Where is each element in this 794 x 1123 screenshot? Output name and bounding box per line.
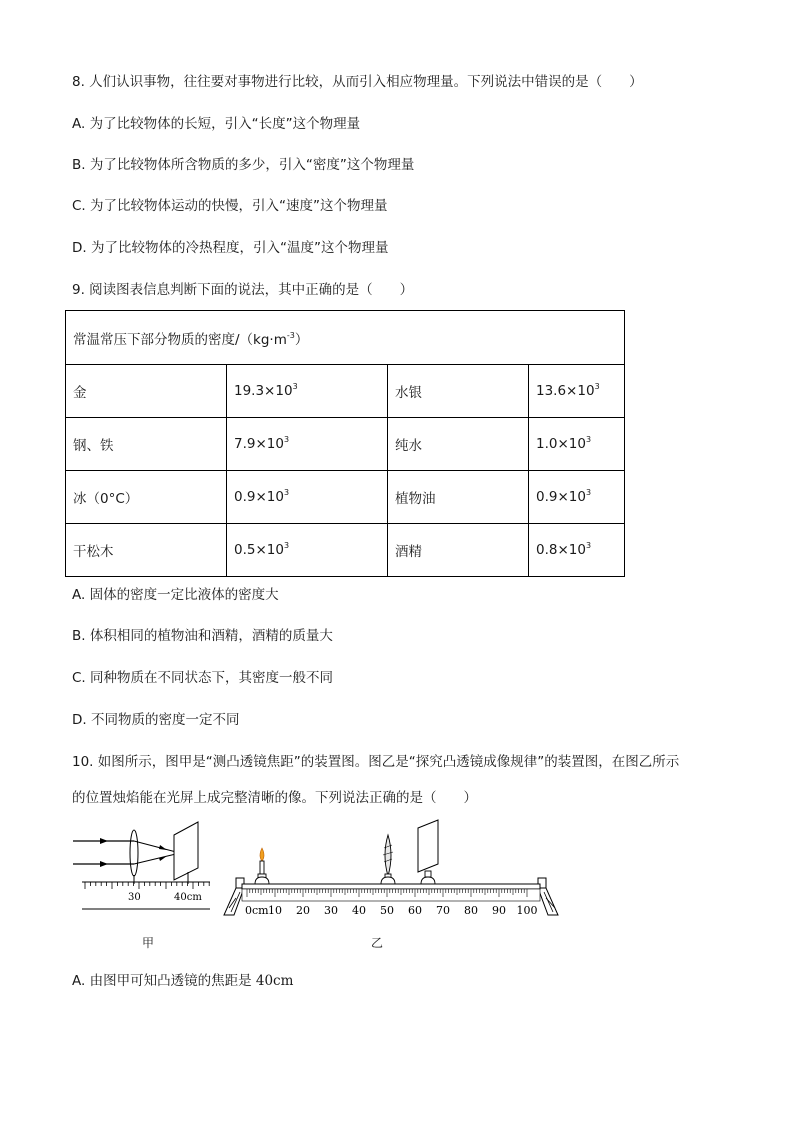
figure-yi-optical-bench bbox=[220, 818, 565, 920]
density-value: $19.3\times 10^3$ bbox=[227, 365, 388, 418]
figure-jia-focal-length bbox=[70, 820, 220, 915]
question-9-option-b: B. 体积相同的植物油和酒精，酒精的质量大 bbox=[72, 628, 333, 644]
convex-lens-icon bbox=[381, 835, 395, 884]
density-value: $0.8\times 10^3$ bbox=[529, 524, 625, 577]
density-table bbox=[65, 310, 625, 577]
question-8-option-c: C. 为了比较物体运动的快慢，引入“速度”这个物理量 bbox=[72, 198, 388, 214]
light-screen-icon bbox=[418, 820, 438, 884]
question-10-stem-line1: 10. 如图所示，图甲是“测凸透镜焦距”的装置图。图乙是“探究凸透镜成像规律”的装置图，在图乙所示 bbox=[72, 754, 680, 770]
table-row bbox=[66, 524, 625, 577]
tick-label: 20 bbox=[296, 904, 310, 917]
figure-jia-caption: 甲 bbox=[142, 936, 155, 950]
tick-label: 40 bbox=[352, 904, 366, 917]
material-name: 植物油 bbox=[388, 471, 529, 524]
density-value: $1.0\times 10^3$ bbox=[529, 418, 625, 471]
question-10-option-a: A. 由图甲可知凸透镜的焦距是 40cm bbox=[72, 973, 294, 989]
material-name: 干松木 bbox=[66, 524, 227, 577]
material-name: 纯水 bbox=[388, 418, 529, 471]
material-name: 酒精 bbox=[388, 524, 529, 577]
question-9-option-c: C. 同种物质在不同状态下，其密度一般不同 bbox=[72, 670, 334, 686]
tick-label: 30 bbox=[324, 904, 338, 917]
question-9-stem: 9. 阅读图表信息判断下面的说法，其中正确的是（ ） bbox=[72, 282, 414, 298]
question-10-stem-line2: 的位置烛焰能在光屏上成完整清晰的像。下列说法正确的是（ ） bbox=[72, 790, 477, 806]
tick-label: 10 bbox=[268, 904, 282, 917]
density-value: $0.5\times 10^3$ bbox=[227, 524, 388, 577]
candle-icon bbox=[255, 848, 269, 884]
tick-label: 90 bbox=[492, 904, 506, 917]
ruler-ticks bbox=[85, 882, 209, 889]
material-name: 冰（0°C） bbox=[66, 471, 227, 524]
table-row bbox=[66, 365, 625, 418]
question-8-option-b: B. 为了比较物体所含物质的多少，引入“密度”这个物理量 bbox=[72, 157, 415, 173]
density-value: $0.9\times 10^3$ bbox=[529, 471, 625, 524]
tick-label: 50 bbox=[380, 904, 394, 917]
ruler-labels bbox=[245, 904, 538, 917]
tick-label: 80 bbox=[464, 904, 478, 917]
figure-yi-caption: 乙 bbox=[371, 936, 384, 950]
table-row bbox=[66, 471, 625, 524]
density-value: $7.9\times 10^3$ bbox=[227, 418, 388, 471]
question-8-option-d: D. 为了比较物体的冷热程度，引入“温度”这个物理量 bbox=[72, 240, 389, 256]
material-name: 金 bbox=[66, 365, 227, 418]
density-table-header: 常温常压下部分物质的密度$/(kg\cdot m^{-3})$ bbox=[66, 311, 625, 365]
tick-label-40cm: 40cm bbox=[174, 892, 202, 903]
density-value: $0.9\times 10^3$ bbox=[227, 471, 388, 524]
question-9-option-a: A. 固体的密度一定比液体的密度大 bbox=[72, 587, 279, 603]
density-value: $13.6\times 10^3$ bbox=[529, 365, 625, 418]
tick-label-30: 30 bbox=[128, 892, 141, 903]
material-name: 钢、铁 bbox=[66, 418, 227, 471]
tick-label: 60 bbox=[408, 904, 422, 917]
tick-label: 0cm bbox=[245, 904, 269, 917]
question-8-option-a: A. 为了比较物体的长短，引入“长度”这个物理量 bbox=[72, 116, 361, 132]
question-9-option-d: D. 不同物质的密度一定不同 bbox=[72, 712, 240, 728]
table-row bbox=[66, 418, 625, 471]
material-name: 水银 bbox=[388, 365, 529, 418]
question-8-stem: 8. 人们认识事物，往往要对事物进行比较，从而引入相应物理量。下列说法中错误的是（ ） bbox=[72, 74, 643, 90]
tick-label: 70 bbox=[436, 904, 450, 917]
tick-label: 100 bbox=[516, 904, 538, 917]
